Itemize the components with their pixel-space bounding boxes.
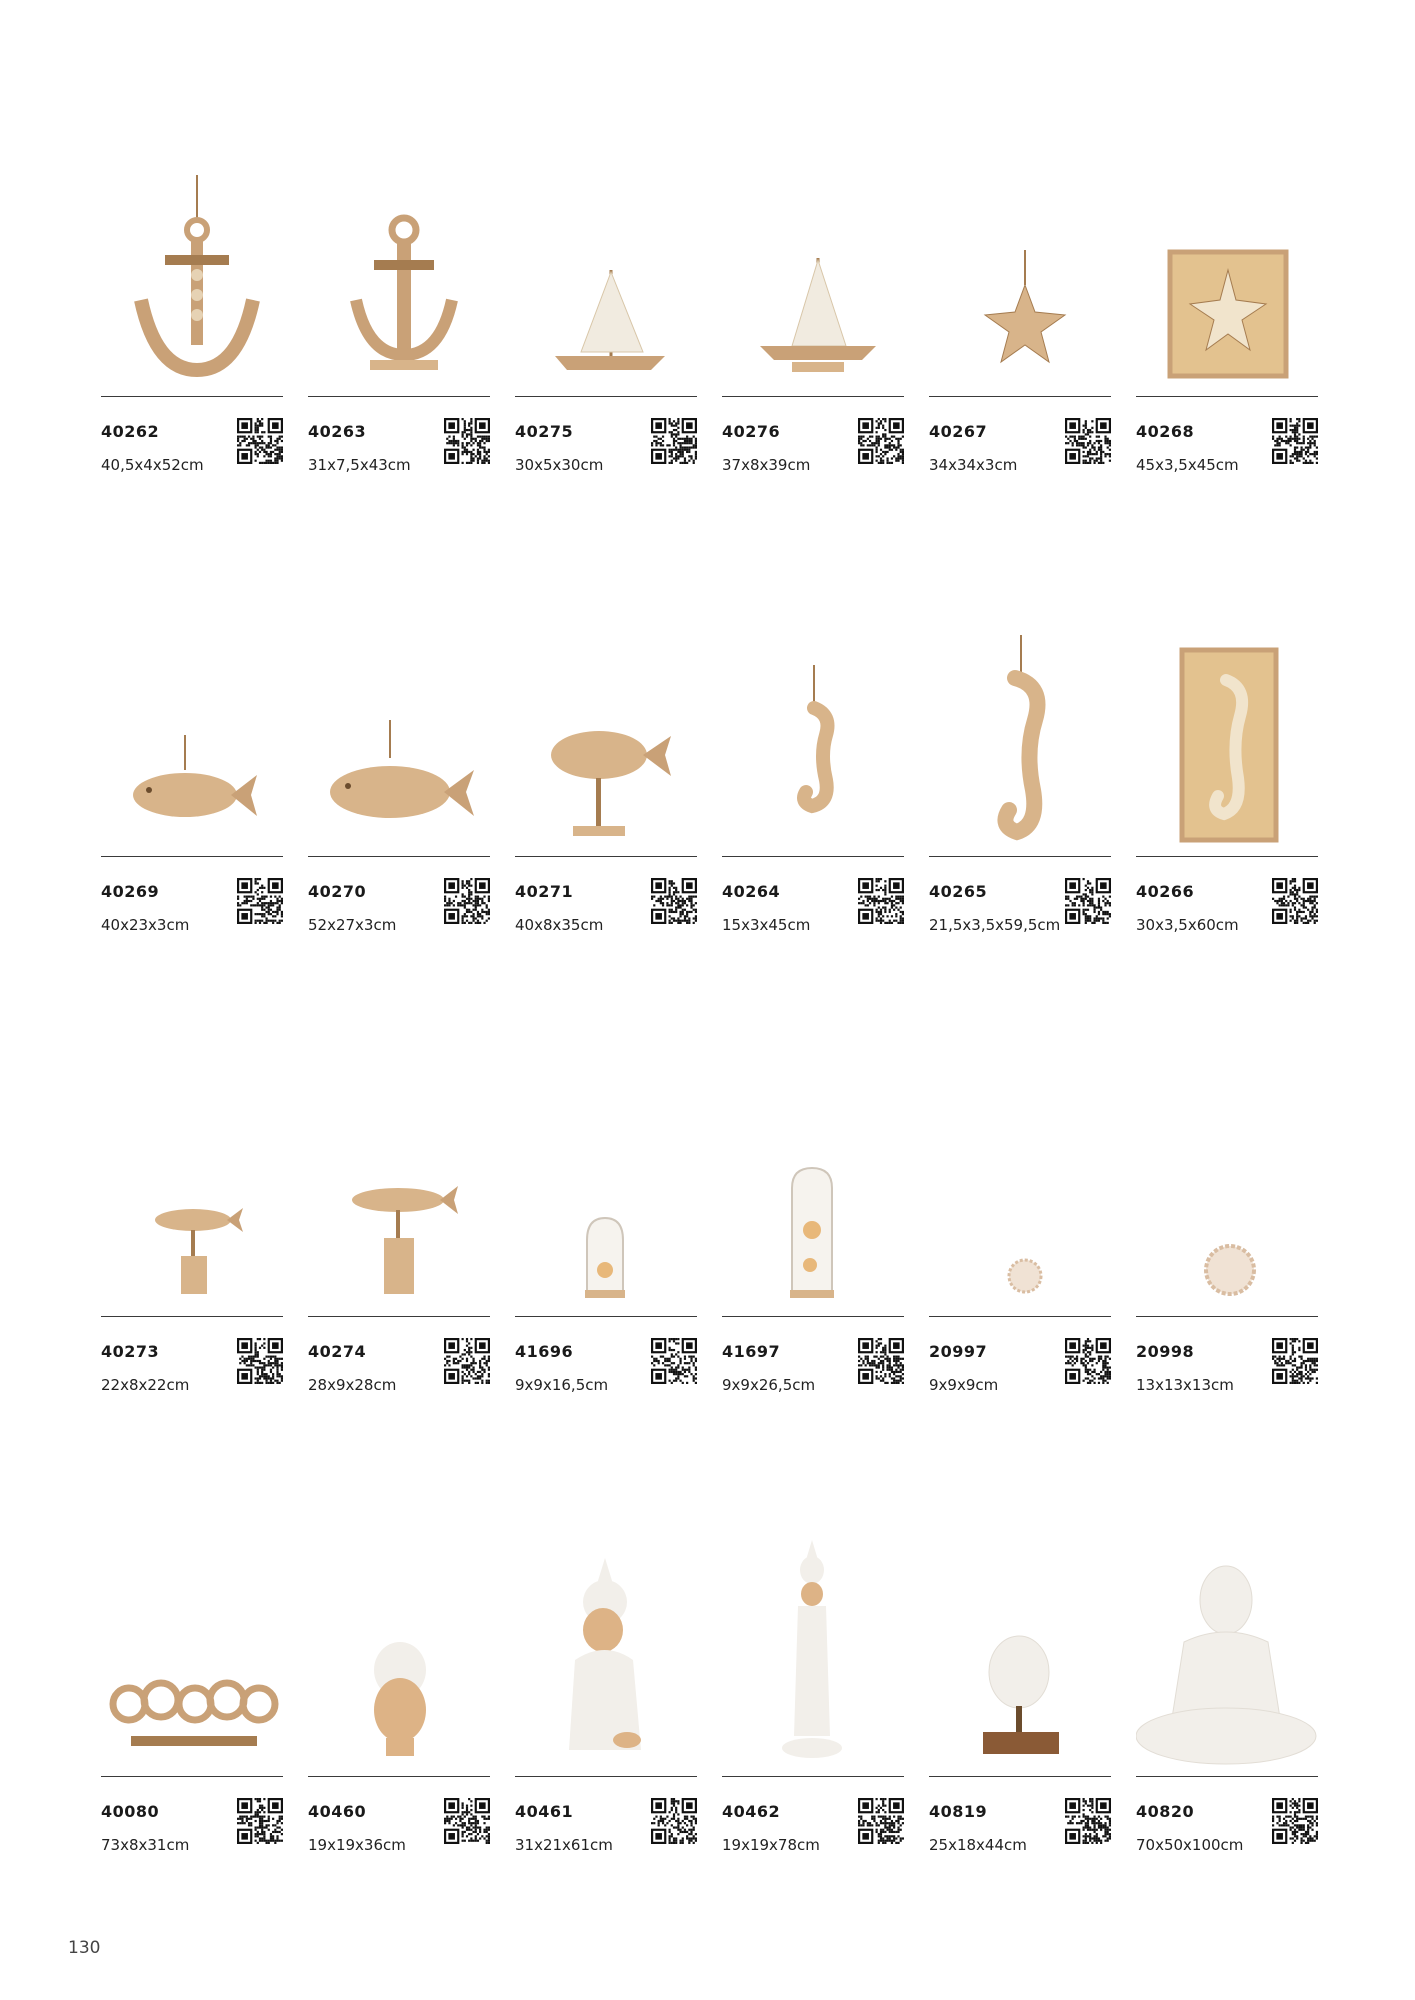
fish-hanging-large-icon xyxy=(308,620,490,850)
divider xyxy=(722,1776,904,1777)
product-dimensions: 37x8x39cm xyxy=(722,456,811,474)
product-card xyxy=(515,1540,697,2000)
fish-hanging-icon xyxy=(101,620,283,850)
qr-code-icon[interactable] xyxy=(237,1798,283,1844)
product-code: 41697 xyxy=(722,1342,781,1361)
product-card xyxy=(722,1540,904,2000)
divider xyxy=(1136,396,1318,397)
product-image xyxy=(722,160,904,390)
product-image xyxy=(101,1080,283,1310)
qr-code-icon[interactable] xyxy=(1272,878,1318,924)
divider xyxy=(308,1776,490,1777)
product-dimensions: 28x9x28cm xyxy=(308,1376,397,1394)
qr-code-icon[interactable] xyxy=(237,418,283,464)
divider xyxy=(308,1316,490,1317)
product-dimensions: 13x13x13cm xyxy=(1136,1376,1234,1394)
product-dimensions: 40x8x35cm xyxy=(515,916,604,934)
product-code: 40267 xyxy=(929,422,988,441)
product-dimensions: 19x19x36cm xyxy=(308,1836,406,1854)
product-card xyxy=(308,1540,490,2000)
product-card xyxy=(722,1080,904,1540)
shell-ball-small-icon xyxy=(929,1080,1111,1310)
qr-code-icon[interactable] xyxy=(1065,1798,1111,1844)
product-dimensions: 9x9x9cm xyxy=(929,1376,999,1394)
product-image xyxy=(515,1540,697,1770)
starfish-icon xyxy=(929,160,1111,390)
product-code: 40273 xyxy=(101,1342,160,1361)
glass-dome-tall-icon xyxy=(722,1080,904,1310)
product-card xyxy=(1136,160,1318,620)
divider xyxy=(722,396,904,397)
product-dimensions: 9x9x26,5cm xyxy=(722,1376,816,1394)
qr-code-icon[interactable] xyxy=(1272,418,1318,464)
product-grid xyxy=(101,0,1326,1900)
fish-on-block-icon xyxy=(101,1080,283,1310)
qr-code-icon[interactable] xyxy=(1272,1798,1318,1844)
product-card xyxy=(101,620,283,1080)
divider xyxy=(722,1316,904,1317)
qr-code-icon[interactable] xyxy=(444,418,490,464)
product-dimensions: 19x19x78cm xyxy=(722,1836,820,1854)
shell-ball-large-icon xyxy=(1136,1080,1318,1310)
glass-dome-small-icon xyxy=(515,1080,697,1310)
buddha-head-icon xyxy=(308,1540,490,1770)
product-dimensions: 30x3,5x60cm xyxy=(1136,916,1239,934)
product-dimensions: 40x23x3cm xyxy=(101,916,190,934)
divider xyxy=(515,396,697,397)
seahorse-large-icon xyxy=(929,620,1111,850)
page-number: 130 xyxy=(68,1938,101,1958)
product-image xyxy=(1136,1080,1318,1310)
divider xyxy=(1136,1316,1318,1317)
qr-code-icon[interactable] xyxy=(651,878,697,924)
product-code: 20998 xyxy=(1136,1342,1195,1361)
product-dimensions: 25x18x44cm xyxy=(929,1836,1027,1854)
product-dimensions: 70x50x100cm xyxy=(1136,1836,1244,1854)
product-dimensions: 21,5x3,5x59,5cm xyxy=(929,916,1061,934)
anchor-standing-icon xyxy=(308,160,490,390)
product-code: 40268 xyxy=(1136,422,1195,441)
product-code: 40266 xyxy=(1136,882,1195,901)
product-code: 40270 xyxy=(308,882,367,901)
product-image xyxy=(929,160,1111,390)
sailboat-icon xyxy=(515,160,697,390)
buddha-sitting-icon xyxy=(1136,1540,1318,1770)
product-dimensions: 52x27x3cm xyxy=(308,916,397,934)
qr-code-icon[interactable] xyxy=(858,1798,904,1844)
product-code: 40274 xyxy=(308,1342,367,1361)
product-card xyxy=(722,620,904,1080)
qr-code-icon[interactable] xyxy=(1065,418,1111,464)
divider xyxy=(515,1316,697,1317)
buddha-standing-icon xyxy=(722,1540,904,1770)
divider xyxy=(929,1776,1111,1777)
qr-code-icon[interactable] xyxy=(444,1338,490,1384)
qr-code-icon[interactable] xyxy=(237,878,283,924)
buddha-head-stand-icon xyxy=(929,1540,1111,1770)
product-code: 40275 xyxy=(515,422,574,441)
qr-code-icon[interactable] xyxy=(858,418,904,464)
fish-stand-icon xyxy=(515,620,697,850)
product-dimensions: 73x8x31cm xyxy=(101,1836,190,1854)
qr-code-icon[interactable] xyxy=(651,418,697,464)
product-dimensions: 30x5x30cm xyxy=(515,456,604,474)
product-code: 40460 xyxy=(308,1802,367,1821)
product-code: 40264 xyxy=(722,882,781,901)
qr-code-icon[interactable] xyxy=(858,1338,904,1384)
product-image xyxy=(929,1080,1111,1310)
product-dimensions: 31x7,5x43cm xyxy=(308,456,411,474)
product-image xyxy=(722,1080,904,1310)
product-card xyxy=(515,620,697,1080)
product-image xyxy=(1136,1540,1318,1770)
product-card xyxy=(308,1080,490,1540)
product-card xyxy=(929,620,1111,1080)
product-card xyxy=(308,620,490,1080)
product-card xyxy=(722,160,904,620)
product-card xyxy=(101,160,283,620)
product-image xyxy=(101,160,283,390)
product-dimensions: 22x8x22cm xyxy=(101,1376,190,1394)
product-card xyxy=(101,1080,283,1540)
product-code: 40265 xyxy=(929,882,988,901)
product-card xyxy=(929,160,1111,620)
qr-code-icon[interactable] xyxy=(1065,878,1111,924)
fish-on-block-large-icon xyxy=(308,1080,490,1310)
buddha-sleeping-icon xyxy=(515,1540,697,1770)
divider xyxy=(515,856,697,857)
product-image xyxy=(101,1540,283,1770)
product-image xyxy=(929,620,1111,850)
product-image xyxy=(308,1080,490,1310)
product-image xyxy=(101,620,283,850)
divider xyxy=(929,396,1111,397)
product-code: 40262 xyxy=(101,422,160,441)
divider xyxy=(101,1776,283,1777)
product-image xyxy=(308,160,490,390)
seahorse-frame-icon xyxy=(1136,620,1318,850)
product-code: 40269 xyxy=(101,882,160,901)
product-card xyxy=(1136,1540,1318,2000)
product-image xyxy=(308,1540,490,1770)
product-image xyxy=(929,1540,1111,1770)
product-dimensions: 31x21x61cm xyxy=(515,1836,613,1854)
qr-code-icon[interactable] xyxy=(1065,1338,1111,1384)
divider xyxy=(515,1776,697,1777)
product-card xyxy=(515,1080,697,1540)
divider xyxy=(101,396,283,397)
product-card xyxy=(1136,620,1318,1080)
qr-code-icon[interactable] xyxy=(651,1338,697,1384)
anchor-hanging-icon xyxy=(101,160,283,390)
product-image xyxy=(1136,620,1318,850)
product-card xyxy=(929,1080,1111,1540)
product-card xyxy=(101,1540,283,2000)
product-image xyxy=(515,620,697,850)
product-code: 40271 xyxy=(515,882,574,901)
divider xyxy=(101,1316,283,1317)
product-card xyxy=(1136,1080,1318,1540)
qr-code-icon[interactable] xyxy=(1272,1338,1318,1384)
product-code: 20997 xyxy=(929,1342,988,1361)
wooden-rings-icon xyxy=(101,1540,283,1770)
divider xyxy=(929,1316,1111,1317)
sailboat-stand-icon xyxy=(722,160,904,390)
starfish-frame-icon xyxy=(1136,160,1318,390)
product-image xyxy=(515,1080,697,1310)
product-code: 40276 xyxy=(722,422,781,441)
divider xyxy=(101,856,283,857)
divider xyxy=(308,396,490,397)
product-card xyxy=(308,160,490,620)
product-dimensions: 40,5x4x52cm xyxy=(101,456,204,474)
product-image xyxy=(722,620,904,850)
product-code: 40263 xyxy=(308,422,367,441)
seahorse-small-icon xyxy=(722,620,904,850)
qr-code-icon[interactable] xyxy=(444,878,490,924)
divider xyxy=(1136,856,1318,857)
product-code: 40080 xyxy=(101,1802,160,1821)
product-dimensions: 15x3x45cm xyxy=(722,916,811,934)
qr-code-icon[interactable] xyxy=(444,1798,490,1844)
divider xyxy=(308,856,490,857)
divider xyxy=(929,856,1111,857)
product-card xyxy=(515,160,697,620)
divider xyxy=(1136,1776,1318,1777)
product-image xyxy=(722,1540,904,1770)
divider xyxy=(722,856,904,857)
product-image xyxy=(515,160,697,390)
product-code: 40820 xyxy=(1136,1802,1195,1821)
qr-code-icon[interactable] xyxy=(858,878,904,924)
product-image xyxy=(308,620,490,850)
product-image xyxy=(1136,160,1318,390)
product-code: 40461 xyxy=(515,1802,574,1821)
product-dimensions: 9x9x16,5cm xyxy=(515,1376,609,1394)
qr-code-icon[interactable] xyxy=(651,1798,697,1844)
qr-code-icon[interactable] xyxy=(237,1338,283,1384)
product-dimensions: 34x34x3cm xyxy=(929,456,1018,474)
product-code: 41696 xyxy=(515,1342,574,1361)
product-card xyxy=(929,1540,1111,2000)
product-code: 40819 xyxy=(929,1802,988,1821)
product-code: 40462 xyxy=(722,1802,781,1821)
product-dimensions: 45x3,5x45cm xyxy=(1136,456,1239,474)
